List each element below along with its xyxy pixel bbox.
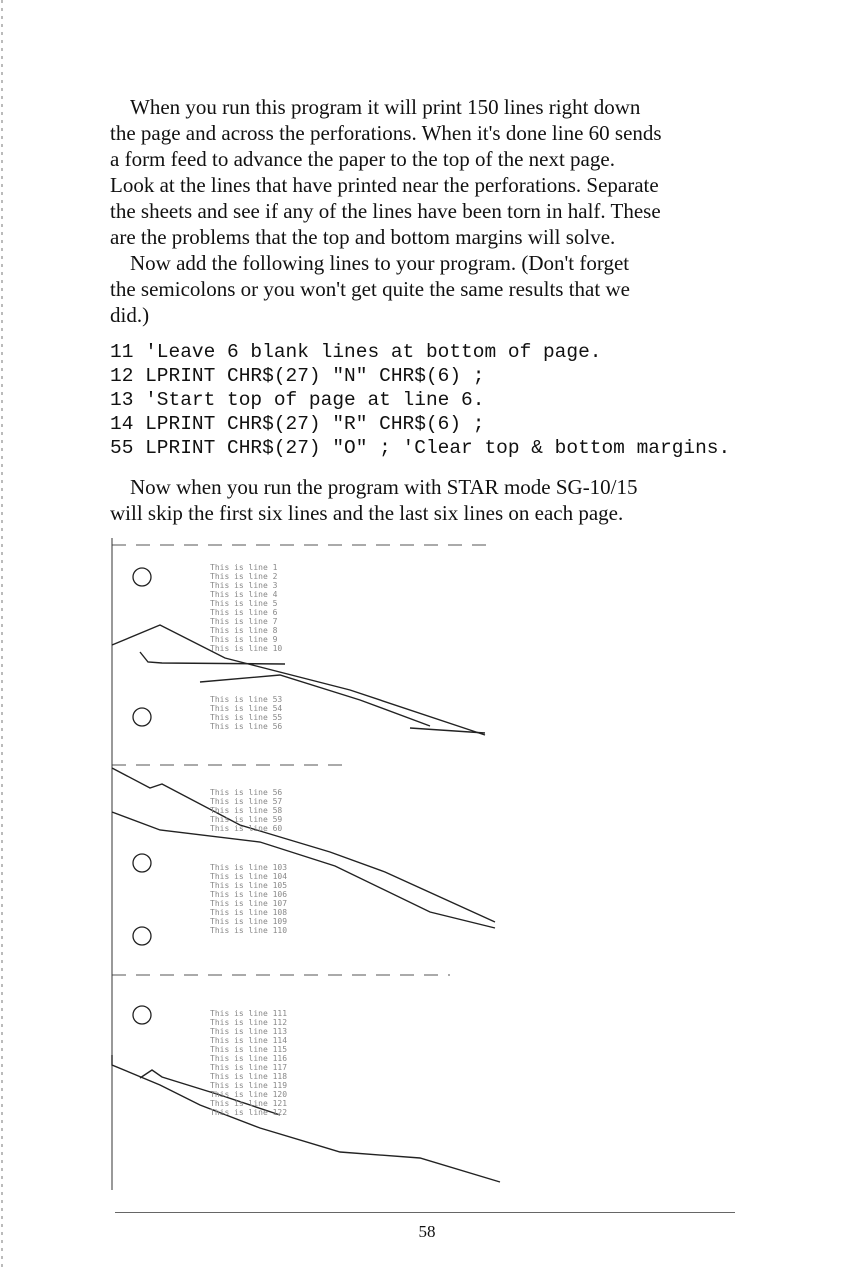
printed-line: This is line 118 [210,1072,288,1081]
sprocket-hole [133,568,151,586]
printed-line: This is line 117 [210,1063,288,1072]
printed-line: This is line 9 [210,635,278,644]
printed-line: This is line 111 [210,1009,288,1018]
text-line: did.) [110,303,150,327]
printed-line: This is line 56 [210,722,283,731]
printed-lines-sheet1-top [210,563,282,653]
printed-line: This is line 104 [210,872,288,881]
printed-line: This is line 108 [210,908,288,917]
printed-line: This is line 107 [210,899,288,908]
printed-line: This is line 56 [210,788,283,797]
printout-illustration [100,530,520,1190]
text-line: a form feed to advance the paper to the top of the next page. [110,147,615,171]
text-line: When you run this program it will print 150 lines right down [130,95,641,119]
text-line: Now when you run the program with STAR mode SG-10/15 [130,475,638,499]
printed-line: This is line 4 [210,590,278,599]
text-line: the page and across the perforations. When it's done line 60 sends [110,121,662,145]
printed-line: This is line 6 [210,608,278,617]
printed-line: This is line 119 [210,1081,288,1090]
paragraph-result [110,474,730,526]
printed-line: This is line 3 [210,581,278,590]
torn-sheet-edge [112,812,495,928]
printed-line: This is line 113 [210,1027,288,1036]
printed-line: This is line 7 [210,617,278,626]
paragraph-intro [110,94,730,250]
code-line: 14 LPRINT CHR$(27) "R" CHR$(6) ; [110,413,485,435]
printed-line: This is line 115 [210,1045,288,1054]
code-listing [110,340,730,460]
printed-lines-sheet3 [210,1009,287,1117]
torn-sheet-edge [140,652,285,664]
torn-sheet-edge [112,768,495,922]
printed-line: This is line 8 [210,626,278,635]
text-line: the semicolons or you won't get quite the same results that we [110,277,630,301]
printed-line: This is line 1 [210,563,278,572]
sprocket-hole [133,708,151,726]
printed-line: This is line 106 [210,890,288,899]
text-line: Now add the following lines to your program. (Don't forget [130,251,630,275]
sprocket-hole [133,1006,151,1024]
printed-line: This is line 59 [210,815,283,824]
printed-line: This is line 10 [210,644,283,653]
printed-line: This is line 122 [210,1108,288,1117]
printed-line: This is line 54 [210,704,283,713]
code-line: 12 LPRINT CHR$(27) "N" CHR$(6) ; [110,365,485,387]
text-line: are the problems that the top and bottom margins will solve. [110,225,616,249]
printed-lines-sheet2-top [210,788,282,833]
torn-sheet-edge [410,728,485,733]
text-line: Look at the lines that have printed near the perforations. Separate [110,173,659,197]
printed-line: This is line 57 [210,797,283,806]
printed-line: This is line 5 [210,599,278,608]
printed-line: This is line 112 [210,1018,288,1027]
printed-line: This is line 116 [210,1054,288,1063]
sprocket-hole [133,927,151,945]
printed-lines-sheet2-mid [210,863,287,935]
printed-line: This is line 120 [210,1090,288,1099]
printed-line: This is line 110 [210,926,288,935]
printed-line: This is line 2 [210,572,278,581]
torn-sheet-edge [112,1055,500,1182]
code-line: 13 'Start top of page at line 6. [110,389,485,411]
code-line: 11 'Leave 6 blank lines at bottom of page. [110,341,602,363]
printed-line: This is line 58 [210,806,283,815]
footer-rule [115,1212,735,1213]
scan-left-edge [0,0,5,1272]
page-number: 58 [418,1222,436,1241]
printed-line: This is line 60 [210,824,283,833]
printed-line: This is line 109 [210,917,288,926]
paragraph-add-lines [110,250,730,328]
printed-line: This is line 114 [210,1036,288,1045]
sprocket-hole [133,854,151,872]
torn-sheet-edge [112,625,485,735]
code-line: 55 LPRINT CHR$(27) "O" ; 'Clear top & bottom margins. [110,437,731,459]
text-line: will skip the first six lines and the last six lines on each page. [110,501,624,525]
printed-line: This is line 55 [210,713,283,722]
printed-line: This is line 103 [210,863,288,872]
printed-line: This is line 121 [210,1099,288,1108]
text-line: the sheets and see if any of the lines have been torn in half. These [110,199,661,223]
printed-line: This is line 53 [210,695,283,704]
printed-line: This is line 105 [210,881,288,890]
printed-lines-sheet1-bottom [210,695,282,731]
